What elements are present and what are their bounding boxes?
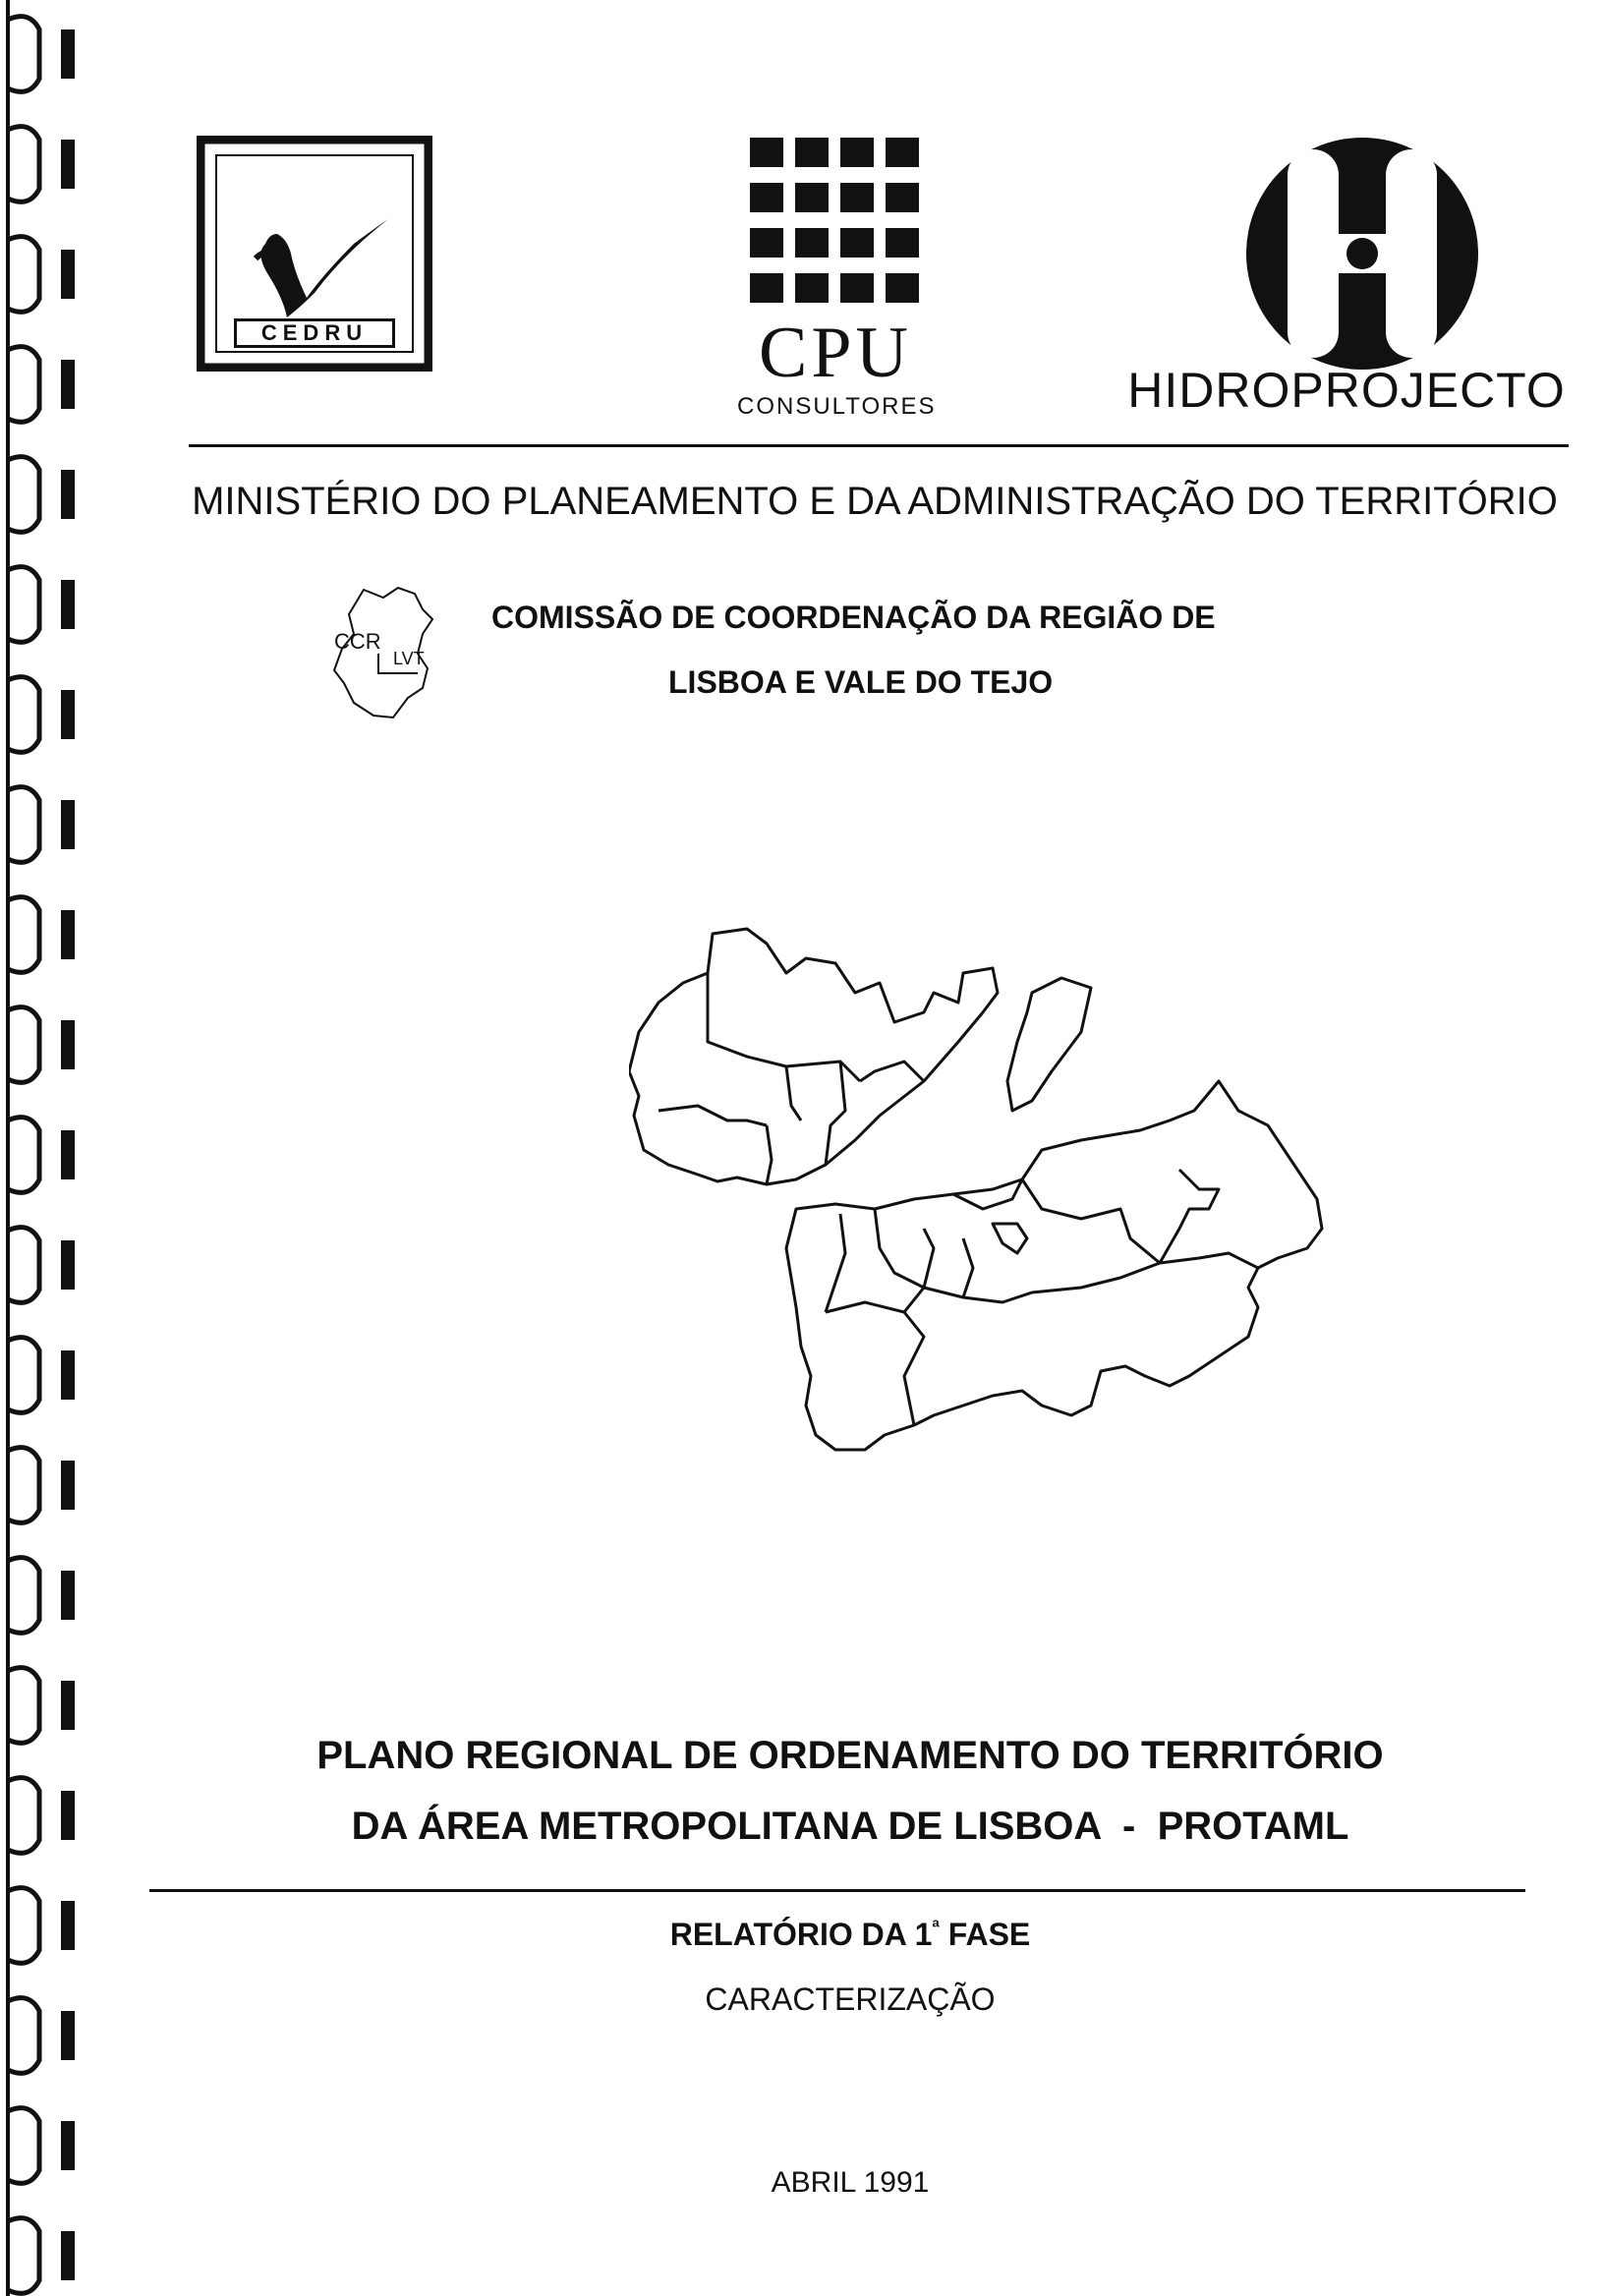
bottom-divider [149,1889,1525,1892]
binding-coil [8,2108,39,2184]
regional-map-icon [629,914,1376,1543]
hidroprojecto-name: HIDROPROJECTO [1127,363,1566,418]
plan-title-line-2: DA ÁREA METROPOLITANA DE LISBOA - PROTAML [351,1805,1349,1848]
binding-hole [61,1681,75,1730]
binding-hole [61,1350,75,1400]
spiral-binding [0,0,98,2296]
binding-coil [8,1558,39,1634]
cedru-label: CEDRU [234,318,395,348]
binding-hole [61,2231,75,2280]
binding-coil [8,1998,39,2074]
binding-hole [61,2011,75,2060]
binding-coil [8,677,39,753]
binding-hole [61,1571,75,1620]
report-date: ABRIL 1991 [771,2166,930,2199]
binding-coil [8,1888,39,1964]
binding-hole [61,910,75,959]
binding-hole [61,1130,75,1179]
binding-hole [61,580,75,629]
top-divider [189,444,1569,447]
binding-hole [61,29,75,79]
binding-coil [8,897,39,973]
binding-hole [61,1461,75,1510]
binding-hole [61,360,75,409]
binding-coil [8,787,39,863]
cpu-subtitle: CONSULTORES [737,393,937,420]
cedru-logo [197,136,432,372]
binding-hole [61,800,75,849]
commission-line-1: COMISSÃO DE COORDENAÇÃO DA REGIÃO DE [491,600,1216,635]
binding-coil [8,1228,39,1303]
ministry-title: MINISTÉRIO DO PLANEAMENTO E DA ADMINISTRAÇÃO DO TERRITÓRIO [192,480,1558,523]
report-phase-ordinal: ª [932,1917,940,1939]
binding-hole [61,470,75,519]
commission-line-2: LISBOA E VALE DO TEJO [668,664,1054,700]
binding-coil [8,2218,39,2294]
plan-title-line-1: PLANO REGIONAL DE ORDENAMENTO DO TERRITÓRIO [316,1734,1384,1777]
hidroprojecto-emblem-icon [1244,136,1480,372]
binding-hole [61,1791,75,1840]
binding-coil [8,1668,39,1744]
binding-hole [61,1901,75,1950]
cpu-name: CPU [759,313,912,393]
binding-hole [61,2121,75,2170]
binding-coil [8,237,39,313]
cpu-logo [737,138,937,432]
binding-coil [8,1118,39,1193]
binding-coil [8,347,39,423]
binding-coil [8,457,39,533]
binding-coil [8,17,39,92]
binding-coil [8,127,39,202]
binding-hole [61,1020,75,1069]
report-phase-suffix: FASE [939,1917,1031,1952]
binding-coil [8,1778,39,1854]
binding-coil [8,1448,39,1523]
binding-coil [8,1338,39,1413]
cpu-grid-icon [750,138,927,315]
ccr-logo-text: CCR [334,629,381,654]
report-phase-label: RELATÓRIO DA 1 [669,1917,933,1952]
hidroprojecto-logo [1120,136,1573,421]
binding-coil [8,567,39,643]
report-phase [511,1917,1189,1953]
report-subtitle: CARACTERIZAÇÃO [705,1981,996,2017]
svg-text:LVT: LVT [393,649,425,668]
binding-hole [61,140,75,189]
binding-coil [8,1007,39,1083]
ccr-lvt-logo [324,580,472,727]
binding-hole [61,690,75,739]
binding-hole [61,250,75,299]
binding-hole [61,1240,75,1290]
